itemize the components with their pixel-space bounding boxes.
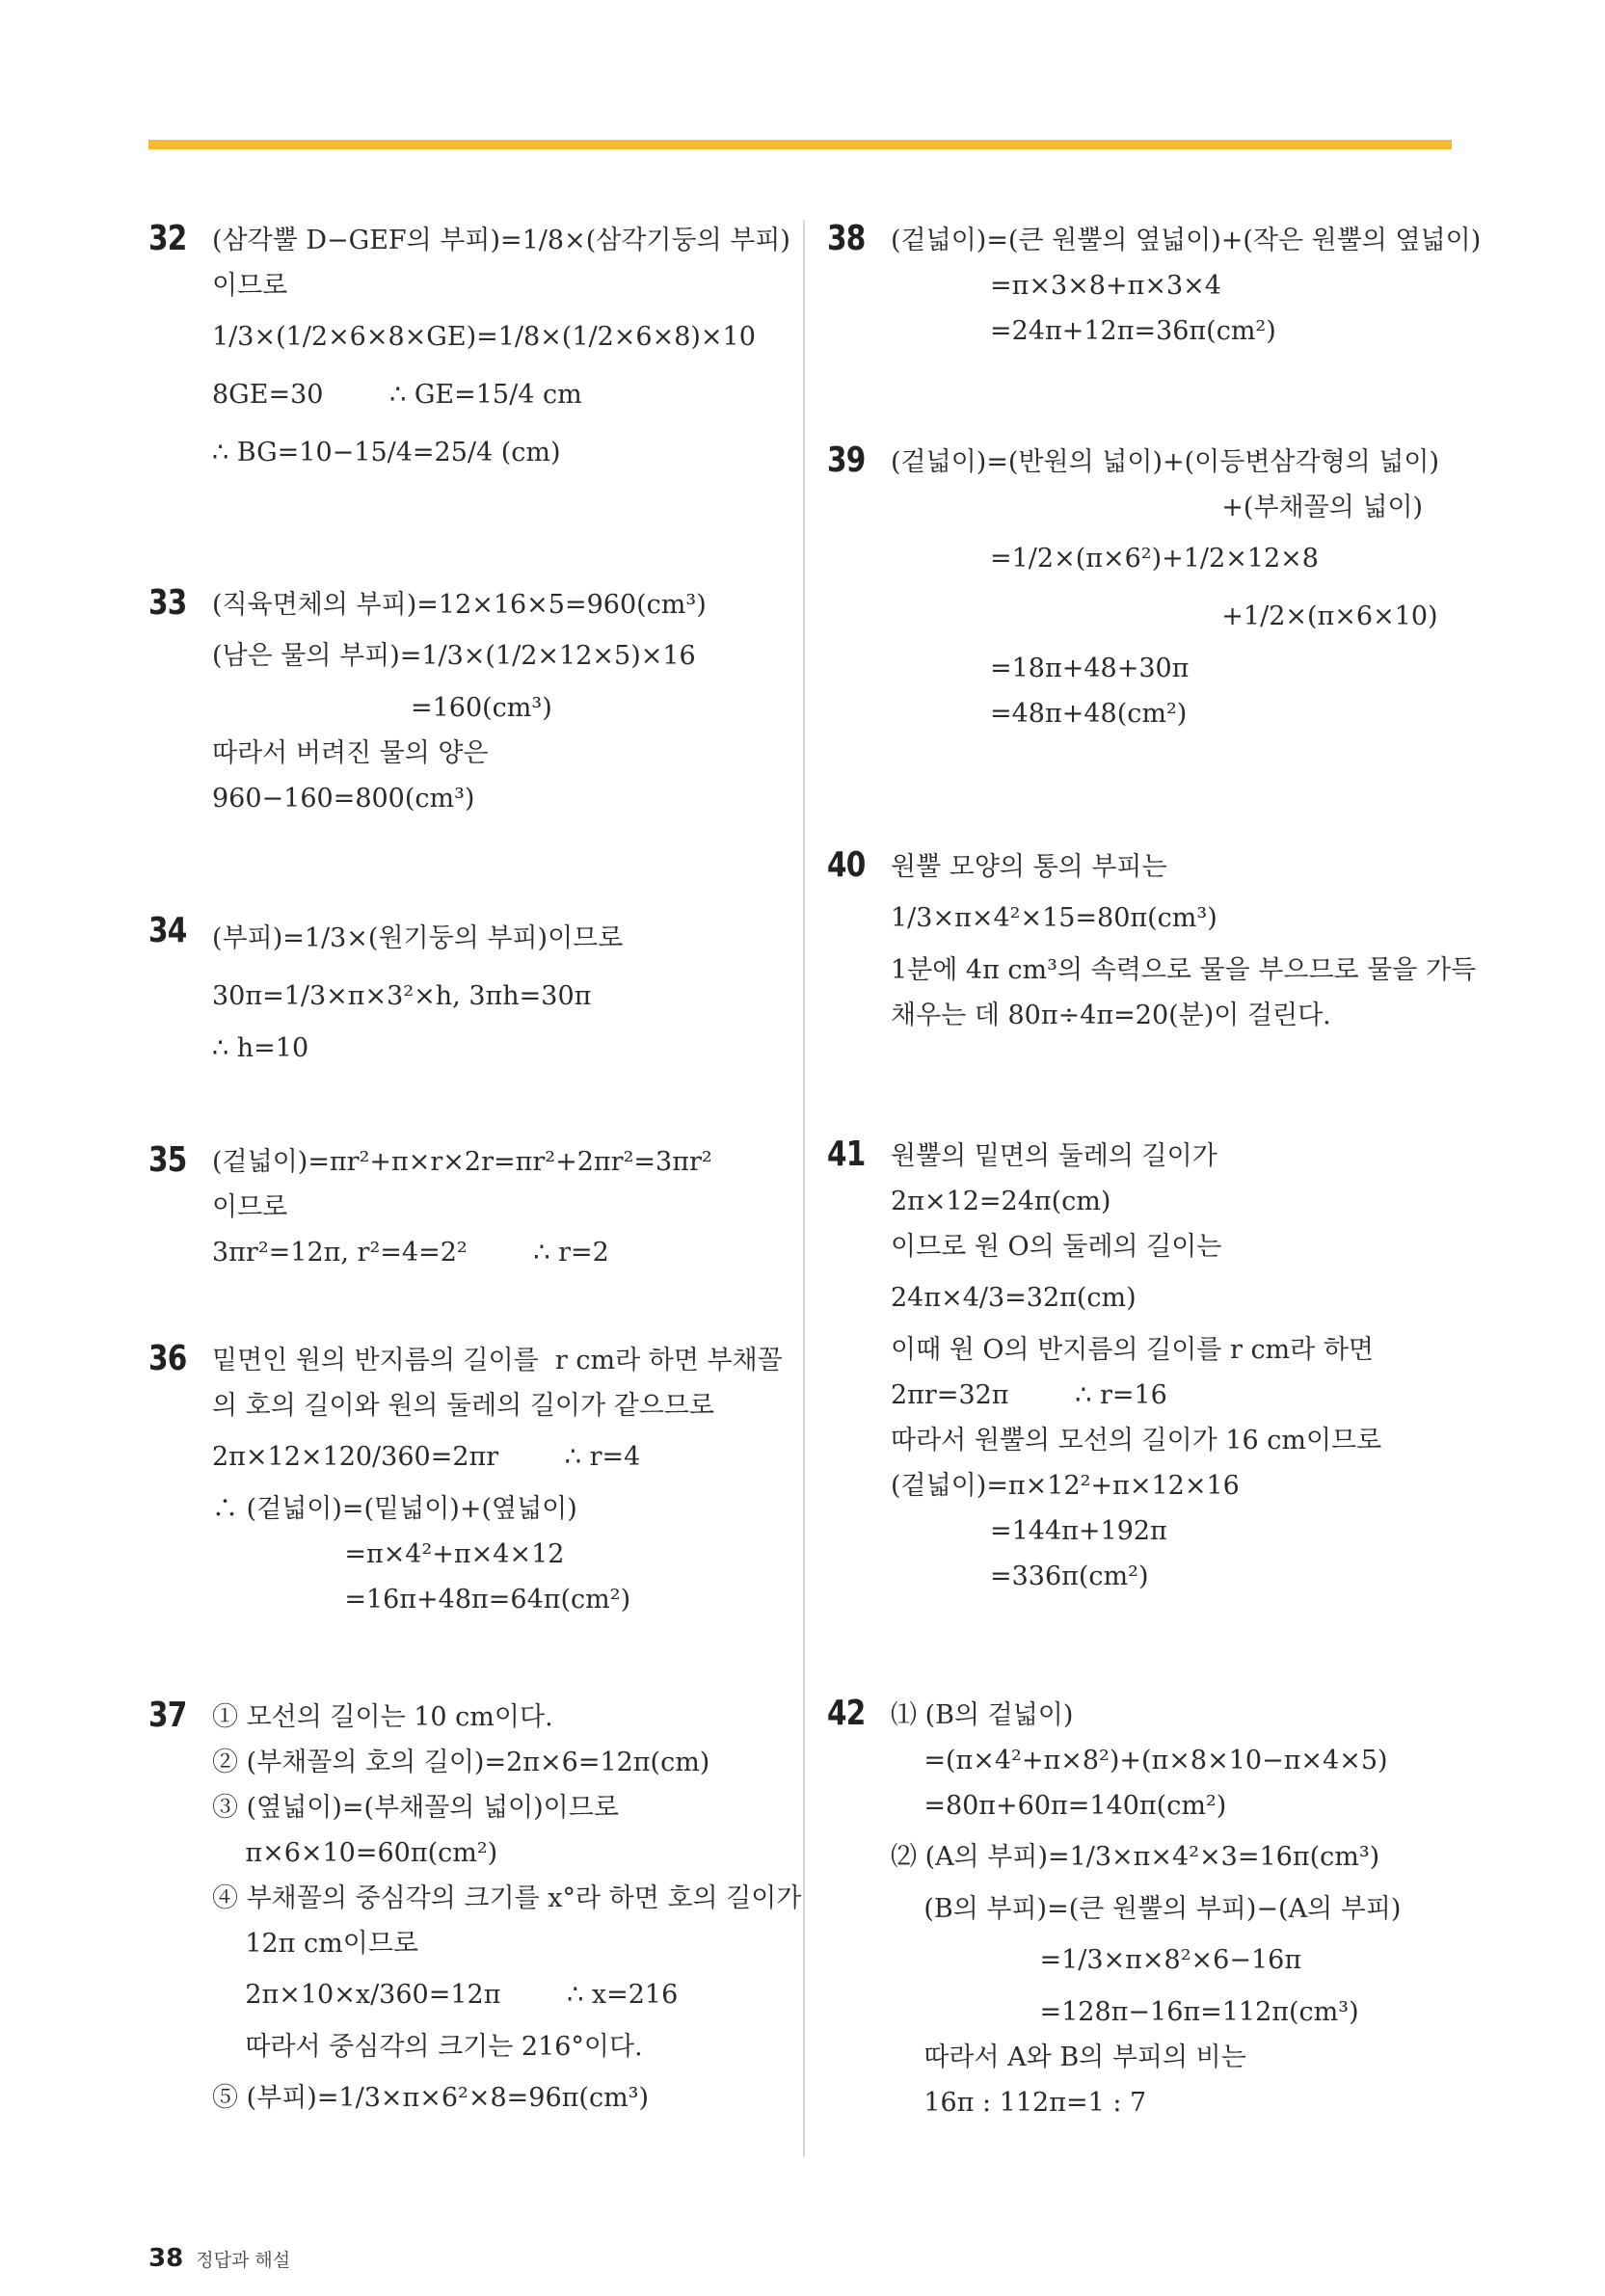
solution-line: =336π(cm²) (891, 1562, 1149, 1591)
solution-line: ∴ h=10 (212, 1033, 309, 1063)
solution-line: π×6×10=60π(cm²) (212, 1838, 498, 1868)
solution-line: 2π×12×120/360=2πr ∴ r=4 (212, 1442, 641, 1472)
solution-line: 따라서 버려진 물의 양은 (212, 738, 489, 768)
solution-line: ③ (옆넓이)=(부채꼴의 넓이)이므로 (212, 1793, 619, 1823)
solution-line: 따라서 중심각의 크기는 216°이다. (212, 2032, 643, 2062)
solution-line: 2π×12=24π(cm) (891, 1187, 1111, 1216)
solution-line: 1/3×(1/2×6×8×GE)=1/8×(1/2×6×8)×10 (212, 322, 756, 352)
solution-line: (남은 물의 부피)=1/3×(1/2×12×5)×16 (212, 641, 696, 671)
problem-number: 32 (148, 219, 187, 258)
solution-line: =144π+192π (891, 1516, 1167, 1546)
solution-line: 960−160=800(cm³) (212, 784, 475, 814)
solution-line: ∴ (겉넓이)=(밑넓이)+(옆넓이) (212, 1494, 577, 1524)
solution-line: ④ 부채꼴의 중심각의 크기를 x°라 하면 호의 길이가 (212, 1883, 802, 1913)
solution-line: 24π×4/3=32π(cm) (891, 1283, 1137, 1313)
problem-number: 39 (827, 441, 866, 480)
top-accent-bar (148, 140, 1452, 149)
solution-line: 따라서 A와 B의 부피의 비는 (891, 2042, 1246, 2072)
problem-number: 42 (827, 1694, 866, 1733)
problem-number: 38 (827, 219, 866, 258)
solution-line: =18π+48+30π (891, 654, 1190, 683)
problem-number: 40 (827, 845, 866, 885)
solution-line: 3πr²=12π, r²=4=2² ∴ r=2 (212, 1238, 609, 1268)
solution-line: 의 호의 길이와 원의 둘레의 길이가 같으므로 (212, 1391, 714, 1421)
solution-line: (삼각뿔 D−GEF의 부피)=1/8×(삼각기둥의 부피) (212, 226, 790, 255)
footer-title: 정답과 해설 (196, 2250, 291, 2271)
page-footer (148, 2244, 290, 2273)
problem-number: 37 (148, 1695, 187, 1735)
column-divider (803, 220, 805, 2157)
solution-line: (B의 부피)=(큰 원뿔의 부피)−(A의 부피) (891, 1894, 1402, 1924)
solution-line: 2π×10×x/360=12π ∴ x=216 (212, 1980, 679, 2010)
solution-line: ② (부채꼴의 호의 길이)=2π×6=12π(cm) (212, 1748, 710, 1777)
solution-line: =24π+12π=36π(cm²) (891, 316, 1276, 346)
page-number: 38 (148, 2244, 184, 2273)
solution-line: 1분에 4π cm³의 속력으로 물을 부으므로 물을 가득 (891, 955, 1477, 985)
problem-number: 35 (148, 1140, 187, 1180)
solution-line: =80π+60π=140π(cm²) (891, 1791, 1227, 1821)
solution-line: 따라서 원뿔의 모선의 길이가 16 cm이므로 (891, 1426, 1382, 1455)
problem-number: 41 (827, 1135, 866, 1174)
solution-line: 12π cm이므로 (212, 1929, 418, 1959)
solution-line: 16π : 112π=1 : 7 (891, 2088, 1147, 2118)
solution-line: ∴ BG=10−15/4=25/4 (cm) (212, 438, 561, 467)
solution-line: 이므로 (212, 1192, 288, 1222)
solution-line: 이므로 원 O의 둘레의 길이는 (891, 1232, 1222, 1262)
solution-line: (겉넓이)=π×12²+π×12×16 (891, 1471, 1240, 1501)
solution-line: 채우는 데 80π÷4π=20(분)이 걸린다. (891, 1001, 1331, 1030)
solution-line: =128π−16π=112π(cm³) (891, 1997, 1359, 2027)
solution-line: 30π=1/3×π×3²×h, 3πh=30π (212, 981, 592, 1011)
solution-line: 밑면인 원의 반지름의 길이를 r cm라 하면 부채꼴 (212, 1346, 783, 1375)
solution-line: =160(cm³) (212, 693, 552, 723)
solution-line: =1/3×π×8²×6−16π (891, 1945, 1302, 1975)
solution-line: =π×3×8+π×3×4 (891, 271, 1221, 301)
solution-line: 8GE=30 ∴ GE=15/4 cm (212, 380, 582, 410)
problem-number: 33 (148, 583, 187, 623)
solution-line: ⑵ (A의 부피)=1/3×π×4²×3=16π(cm³) (891, 1842, 1380, 1872)
solution-line: 2πr=32π ∴ r=16 (891, 1380, 1167, 1410)
solution-line: +1/2×(π×6×10) (891, 601, 1438, 631)
solution-line: 이므로 (212, 271, 288, 301)
solution-line: (부피)=1/3×(원기둥의 부피)이므로 (212, 923, 624, 953)
solution-line: =(π×4²+π×8²)+(π×8×10−π×4×5) (891, 1746, 1388, 1775)
solution-line: 원뿔 모양의 통의 부피는 (891, 852, 1167, 882)
problem-number: 34 (148, 911, 187, 950)
solution-line: 1/3×π×4²×15=80π(cm³) (891, 903, 1217, 933)
solution-line: ① 모선의 길이는 10 cm이다. (212, 1702, 553, 1732)
solution-line: 원뿔의 밑면의 둘레의 길이가 (891, 1141, 1217, 1171)
solution-line: ⑤ (부피)=1/3×π×6²×8=96π(cm³) (212, 2083, 650, 2113)
solution-line: (겉넓이)=πr²+π×r×2r=πr²+2πr²=3πr² (212, 1147, 712, 1177)
solution-line: =π×4²+π×4×12 (212, 1539, 565, 1569)
solution-line: (겉넓이)=(반원의 넓이)+(이등변삼각형의 넓이) (891, 447, 1440, 477)
solution-line: ⑴ (B의 겉넓이) (891, 1700, 1074, 1730)
solution-line: (겉넓이)=(큰 원뿔의 옆넓이)+(작은 원뿔의 옆넓이) (891, 226, 1482, 255)
solution-line: =48π+48(cm²) (891, 699, 1188, 729)
solution-line: =1/2×(π×6²)+1/2×12×8 (891, 544, 1319, 574)
solution-line: (직육면체의 부피)=12×16×5=960(cm³) (212, 590, 707, 620)
problem-number: 36 (148, 1339, 187, 1378)
solution-line: =16π+48π=64π(cm²) (212, 1585, 631, 1615)
solution-line: +(부채꼴의 넓이) (891, 493, 1424, 522)
solution-line: 이때 원 O의 반지름의 길이를 r cm라 하면 (891, 1335, 1374, 1365)
